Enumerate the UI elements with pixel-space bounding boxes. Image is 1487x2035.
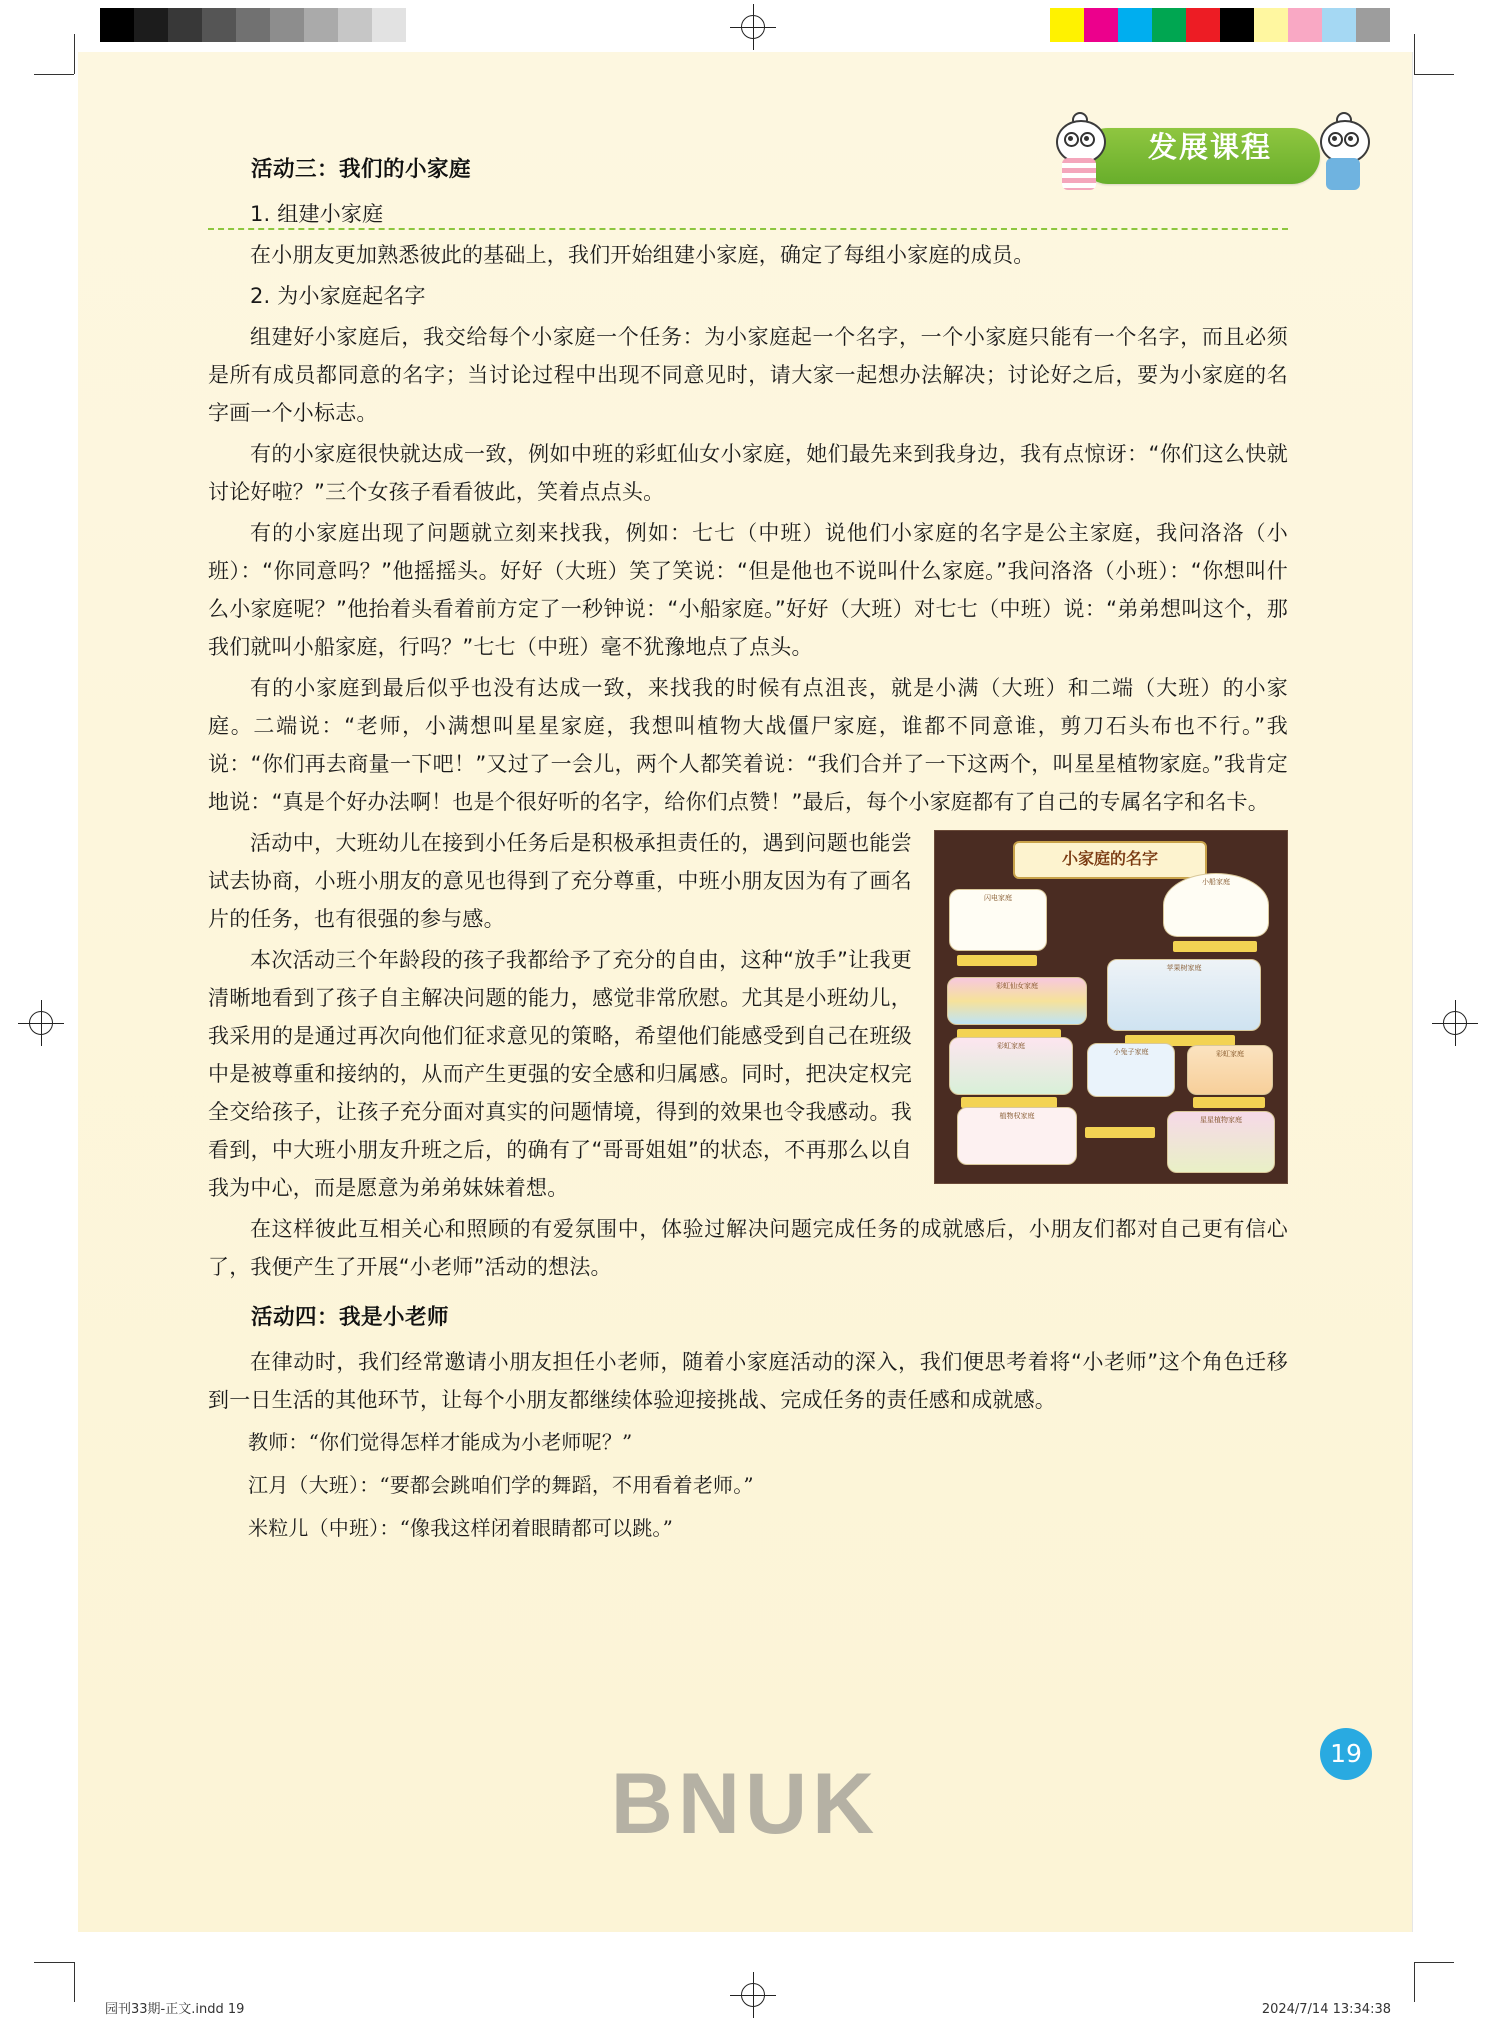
article-body bbox=[208, 152, 1288, 1551]
paragraph: 本次活动三个年龄段的孩子我都给予了充分的自由，这种“放手”让我更清晰地看到了孩子自主解决问题的能力，感觉非常欣慰。尤其是小班幼儿，我采用的是通过再次向他们征求意见的策略，希望他们能感受到自己在班级中是被尊重和接纳的，从而产生更强的安全感和归属感。同时，把决定权完全交给孩子，让孩子充分面对真实的问题情境，得到的效果也令我感动。我看到，中大班小朋友升班之后，的确有了“哥哥姐姐”的状态，不再那么以自我为中心，而是愿意为弟弟妹妹着想。 bbox=[208, 948, 912, 1200]
family-name-card: 小兔子家庭 bbox=[1087, 1043, 1175, 1097]
color-swatch bbox=[134, 8, 168, 42]
family-name-card: 彩虹家庭 bbox=[1187, 1045, 1273, 1095]
paragraph: 活动中，大班幼儿在接到小任务后是积极承担责任的，遇到问题也能尝试去协商，小班小朋友的意见也得到了充分尊重，中班小朋友因为有了画名片的任务，也有很强的参与感。 bbox=[208, 831, 912, 931]
color-swatch bbox=[1152, 8, 1186, 42]
bulletin-board-photo bbox=[934, 830, 1288, 1184]
family-name-card: 彩虹仙女家庭 bbox=[947, 977, 1087, 1025]
color-swatch bbox=[1288, 8, 1322, 42]
color-swatch bbox=[338, 8, 372, 42]
print-timestamp: 2024/7/14 13:34:38 bbox=[1261, 2002, 1391, 2017]
registration-mark-top bbox=[730, 4, 776, 50]
name-tag bbox=[1173, 941, 1257, 952]
registration-mark-left bbox=[18, 1000, 64, 1046]
name-tag bbox=[1193, 1097, 1265, 1108]
indd-file-note: 园刊33期-正文.indd 19 bbox=[105, 2002, 245, 2017]
color-swatch bbox=[1322, 8, 1356, 42]
heading-activity-four: 活动四：我是小老师 bbox=[251, 1305, 450, 1330]
color-swatch bbox=[1254, 8, 1288, 42]
color-swatch bbox=[270, 8, 304, 42]
crop-mark-bottom-left bbox=[34, 1948, 88, 2002]
family-name-card: 星星植物家庭 bbox=[1167, 1111, 1275, 1173]
boy-mascot-icon bbox=[1316, 116, 1370, 192]
color-swatch bbox=[304, 8, 338, 42]
color-swatch bbox=[1220, 8, 1254, 42]
crop-mark-bottom-right bbox=[1400, 1948, 1454, 2002]
color-swatch bbox=[1050, 8, 1084, 42]
family-name-card: 彩虹家庭 bbox=[949, 1037, 1073, 1095]
paragraph: 在律动时，我们经常邀请小朋友担任小老师，随着小家庭活动的深入，我们便思考着将“小老师”这个角色迁移到一日生活的其他环节，让每个小朋友都继续体验迎接挑战、完成任务的责任感和成就感。 bbox=[208, 1350, 1288, 1412]
paragraph: 在小朋友更加熟悉彼此的基础上，我们开始组建小家庭，确定了每组小家庭的成员。 bbox=[250, 243, 1035, 267]
dialogue-line: 教师：“你们觉得怎样才能成为小老师呢？” bbox=[248, 1430, 633, 1454]
family-name-card: 闪电家庭 bbox=[949, 889, 1047, 951]
dialogue-line: 米粒儿（中班）：“像我这样闭着眼睛都可以跳。” bbox=[248, 1516, 674, 1540]
family-name-card: 植物权家庭 bbox=[957, 1107, 1077, 1165]
color-swatch bbox=[1186, 8, 1220, 42]
family-name-card: 苹果树家庭 bbox=[1107, 959, 1261, 1031]
name-tag bbox=[957, 955, 1037, 966]
name-tag bbox=[1085, 1127, 1155, 1138]
badge-label: 发展课程 bbox=[1147, 130, 1272, 164]
registration-mark-right bbox=[1432, 1000, 1478, 1046]
color-swatch bbox=[1118, 8, 1152, 42]
color-swatch bbox=[236, 8, 270, 42]
family-name-card: 小船家庭 bbox=[1163, 873, 1269, 937]
color-swatch bbox=[202, 8, 236, 42]
paragraph: 有的小家庭很快就达成一致，例如中班的彩虹仙女小家庭，她们最先来到我身边，我有点惊讶：“你们这么快就讨论好啦？”三个女孩子看看彼此，笑着点点头。 bbox=[208, 442, 1288, 504]
color-swatch bbox=[1084, 8, 1118, 42]
dialogue-line: 江月（大班）：“要都会跳咱们学的舞蹈，不用看着老师。” bbox=[248, 1473, 754, 1497]
trim-guide-right bbox=[1412, 52, 1413, 1932]
watermark-text: BNUK bbox=[610, 1756, 880, 1852]
page-number: 19 bbox=[1320, 1728, 1372, 1780]
registration-mark-bottom bbox=[730, 1972, 776, 2018]
paragraph: 有的小家庭到最后似乎也没有达成一致，来找我的时候有点沮丧，就是小满（大班）和二端（大班）的小家庭。二端说：“老师，小满想叫星星家庭，我想叫植物大战僵尸家庭，谁都不同意谁，剪刀石头布也不行。”我说：“你们再去商量一下吧！”又过了一会儿，两个人都笑着说：“我们合并了一下这两个，叫星星植物家庭。”我肯定地说：“真是个好办法啊！也是个很好听的名字，给你们点赞！”最后，每个小家庭都有了自己的专属名字和名卡。 bbox=[208, 676, 1288, 814]
paragraph: 1. 组建小家庭 bbox=[250, 202, 384, 226]
grayscale-calibration-bar bbox=[100, 8, 440, 42]
photo-caption: 小家庭的名字 bbox=[1013, 841, 1207, 879]
paragraph: 有的小家庭出现了问题就立刻来找我，例如：七七（中班）说他们小家庭的名字是公主家庭，我问洛洛（小班）：“你同意吗？”他摇摇头。好好（大班）笑了笑说：“但是他也不说叫什么家庭。”我问洛洛（小班）：“你想叫什么小家庭呢？”他抬着头看着前方定了一秒钟说：“小船家庭。”好好（大班）对七七（中班）说：“弟弟想叫这个，那我们就叫小船家庭，行吗？”七七（中班）毫不犹豫地点了点头。 bbox=[208, 521, 1288, 659]
cmyk-calibration-bar bbox=[1050, 8, 1390, 42]
page-sheet bbox=[78, 52, 1412, 1932]
color-swatch bbox=[406, 8, 440, 42]
heading-activity-three: 活动三：我们的小家庭 bbox=[251, 157, 472, 182]
color-swatch bbox=[372, 8, 406, 42]
paragraph: 组建好小家庭后，我交给每个小家庭一个任务：为小家庭起一个名字，一个小家庭只能有一个名字，而且必须是所有成员都同意的名字；当讨论过程中出现不同意见时，请大家一起想办法解决；讨论好之后，要为小家庭的名字画一个小标志。 bbox=[208, 325, 1288, 425]
paragraph: 2. 为小家庭起名字 bbox=[250, 284, 426, 308]
color-swatch bbox=[1356, 8, 1390, 42]
paragraph: 在这样彼此互相关心和照顾的有爱氛围中，体验过解决问题完成任务的成就感后，小朋友们都对自己更有信心了，我便产生了开展“小老师”活动的想法。 bbox=[208, 1217, 1288, 1279]
color-swatch bbox=[100, 8, 134, 42]
color-swatch bbox=[168, 8, 202, 42]
